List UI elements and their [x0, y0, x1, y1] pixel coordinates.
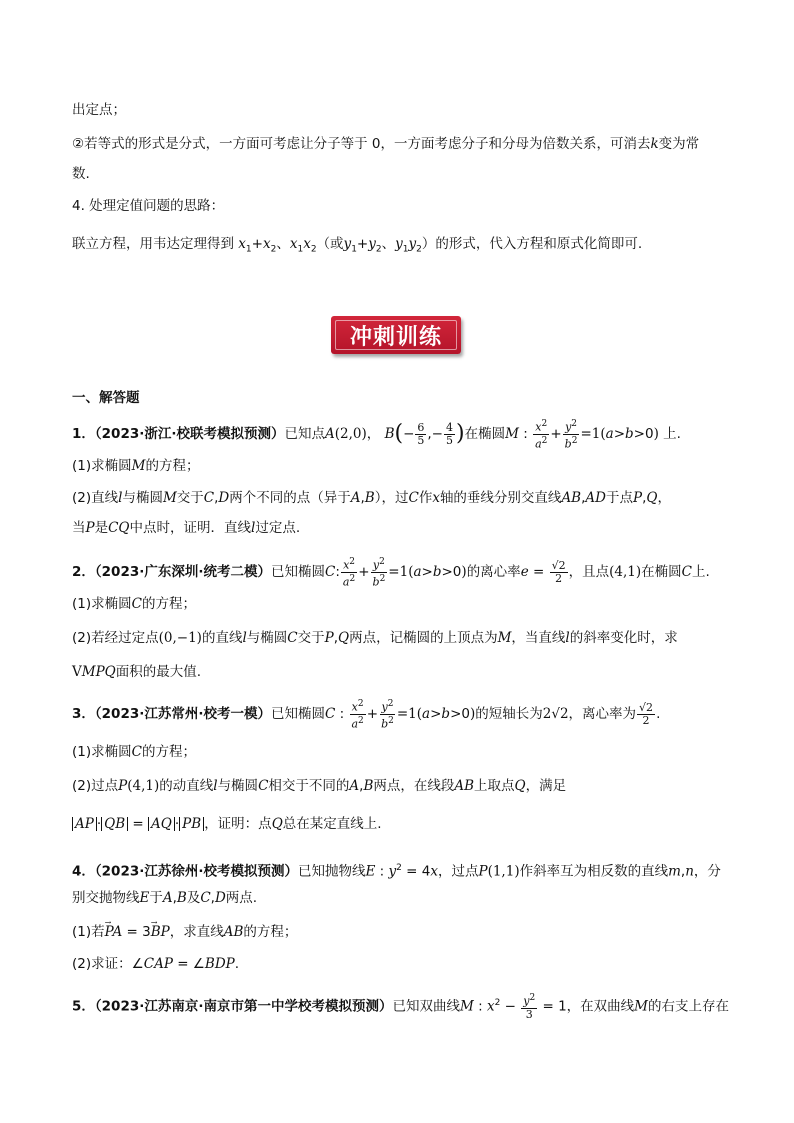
- banner-text: 冲刺训练: [349, 324, 442, 350]
- problem-5-stem: 5．（2023·江苏南京·南京市第一中学校考模拟预测）已知双曲线M : $x^2$ − $\frac{y^2}{3}$ = 1，在双曲线M的右支上存在: [72, 993, 729, 1021]
- sprint-training-banner: [331, 316, 461, 354]
- text: 出定点；: [72, 102, 126, 118]
- text: 两点.: [225, 890, 258, 906]
- problem-4-stem: 4．（2023·江苏徐州·校考模拟预测）已知抛物线E : $y^2 = 4x$，过点P(1,1)作斜率互为相反数的直线m,n，分: [72, 863, 721, 880]
- problem-1-q2: (2)直线l与椭圆M交于C,D两个不同的点（异于A,B），过C作x轴的垂线分别交直线AB,AD于点P,Q，: [72, 490, 671, 506]
- text: 上.: [663, 426, 681, 443]
- problem-2-q1: (1)求椭圆C的方程；: [72, 596, 196, 612]
- text: ，且点: [568, 564, 610, 581]
- text: ，: [657, 490, 671, 506]
- text: 过定点.: [255, 520, 301, 536]
- text: ），过: [374, 490, 409, 506]
- text: 的右支上存在: [648, 998, 729, 1015]
- problem-4-q2: (2)求证：∠CAP = ∠BDP.: [72, 956, 240, 972]
- text: 中点时，证明．直线: [129, 520, 251, 536]
- intro-line-2: ②若等式的形式是分式，一方面可考虑让分子等于 0，一方面考虑分子和分母为倍数关系，可消去k变为常: [72, 136, 700, 152]
- text: ，过点: [437, 863, 479, 880]
- text: 在椭圆: [641, 564, 682, 581]
- problem-1-q1: (1)求椭圆M的方程；: [72, 458, 200, 474]
- text: 上.: [691, 564, 710, 581]
- text: .: [656, 706, 661, 723]
- problem-1-stem: 1．（2023·浙江·校联考模拟预测）已知点A(2,0)， B(− $\frac{6}{5}$ ,− $\frac{4}{5}$ )在椭圆M : $\frac{x^2}{a^2}$ + $\frac{y^2}{b^2}$ =1(a>b>0) 上.: [72, 419, 681, 451]
- problem-3-stem: 3．（2023·江苏常州·校考一模）已知椭圆C : $\frac{x^2}{a^2}$ + $\frac{y^2}{b^2}$ =1(a>b>0)的短轴长为2√2，离心率为 $\frac{√2}{2}$ .: [72, 699, 661, 731]
- text: 已知椭圆: [271, 564, 325, 581]
- text: 相交于不同的: [268, 778, 350, 794]
- text: 一、解答题: [72, 390, 140, 406]
- text: 与椭圆: [246, 630, 288, 646]
- problem-3-q2: (2)过点P(4,1)的动直线l与椭圆C相交于不同的A,B两点，在线段AB上取点Q，满足: [72, 778, 567, 794]
- text: ，在双曲线: [566, 998, 635, 1015]
- text: 已知双曲线: [392, 998, 460, 1015]
- problem-number: 5．: [72, 998, 95, 1015]
- problem-2-stem: 2．（2023·广东深圳·统考二模）已知椭圆C: $\frac{x^2}{a^2}$ + $\frac{y^2}{b^2}$ =1(a>b>0)的离心率e = $\frac{√2}{2}$ ，且点(4,1)在椭圆C上.: [72, 557, 710, 589]
- text: 已知椭圆: [271, 706, 325, 723]
- text: (1)求椭圆: [72, 458, 132, 474]
- text: 交于: [176, 490, 204, 506]
- text: 总在某定直线上.: [282, 816, 382, 832]
- text: 的方程；: [141, 596, 196, 612]
- text: 作: [418, 490, 433, 506]
- text: 的直线: [201, 630, 243, 646]
- text: 两点，记椭圆的上顶点为: [349, 630, 498, 646]
- text: 两点，在线段: [373, 778, 455, 794]
- text: 联立方程，用韦达定理得到: [72, 236, 234, 252]
- text: ②若等式的形式是分式，一方面可考虑让分子等于 0，一方面考虑分子和分母为倍数关系，可消去: [72, 136, 651, 152]
- text: 已知点: [284, 426, 325, 443]
- problem-3-q1: (1)求椭圆C的方程；: [72, 744, 196, 760]
- text: 面积的最大值.: [115, 664, 202, 680]
- problem-source: （2023·浙江·校联考模拟预测）: [94, 426, 285, 443]
- text: (1)求椭圆: [72, 744, 132, 760]
- problem-4-q1: (1)若→ PA = 3→ BP，求直线AB的方程；: [72, 922, 732, 942]
- text: 于点: [605, 490, 633, 506]
- text: 的斜率变化时，求: [569, 630, 678, 646]
- text: ，当直线: [511, 630, 566, 646]
- text: 及: [186, 890, 201, 906]
- text: ，满足: [525, 778, 567, 794]
- problem-2-q2-cont: VMPQ面积的最大值.: [72, 664, 202, 680]
- text: 已知抛物线: [298, 863, 366, 880]
- problem-number: 3．: [72, 706, 95, 723]
- text: (2)直线: [72, 490, 119, 506]
- problem-1-q2-cont: 当P是CQ中点时，证明．直线l过定点.: [72, 520, 301, 536]
- text: ）的形式，代入方程和原式化简即可.: [421, 236, 643, 252]
- text: (2)求证：: [72, 956, 132, 972]
- text: ，: [366, 426, 381, 443]
- intro-line-3: [72, 164, 732, 184]
- text: 作斜率互为相反数的直线: [519, 863, 669, 880]
- text: 的方程；: [145, 458, 200, 474]
- text: ，离心率为: [568, 706, 637, 723]
- problem-number: 4．: [72, 863, 95, 880]
- text: (2)过点: [72, 778, 119, 794]
- problem-2-q2: (2)若经过定点(0,−1)的直线l与椭圆C交于P,Q两点，记椭圆的上顶点为M，当直线l的斜率变化时，求: [72, 630, 678, 646]
- problem-source: （2023·江苏徐州·校考模拟预测）: [94, 863, 298, 880]
- intro-line-4: [72, 196, 732, 216]
- text: 与椭圆: [122, 490, 163, 506]
- intro-line-5: 联立方程，用韦达定理得到 $x_1+x_2$、$x_1x_2$（或$y_1+y_2$、$y_1y_2$）的形式，代入方程和原式化简即可.: [72, 236, 643, 255]
- text: 两个不同的点（异于: [229, 490, 351, 506]
- problem-number: 2．: [72, 564, 95, 581]
- text: 别交抛物线: [72, 890, 140, 906]
- text: 数.: [72, 166, 90, 182]
- text: (2)若经过定点: [72, 630, 159, 646]
- text: 与椭圆: [217, 778, 259, 794]
- text: 变为常: [658, 136, 700, 152]
- text: 的短轴长为: [475, 706, 543, 723]
- text: 轴的垂线分别交直线: [439, 490, 562, 506]
- text: ，分: [693, 863, 721, 880]
- text: 的方程；: [141, 744, 196, 760]
- problem-source: （2023·江苏常州·校考一模）: [94, 706, 271, 723]
- text: (1)若: [72, 924, 105, 940]
- text: 交于: [297, 630, 325, 646]
- text: 是: [94, 520, 109, 536]
- text: 于: [149, 890, 163, 906]
- text: 当: [72, 520, 86, 536]
- text: 4. 处理定值问题的思路：: [72, 198, 225, 214]
- text: ，求直线: [169, 924, 224, 940]
- problem-source: （2023·广东深圳·统考二模）: [94, 564, 271, 581]
- text: 在椭圆: [464, 426, 506, 443]
- text: 的方程；: [243, 924, 298, 940]
- text: （或: [316, 236, 344, 252]
- text: ，证明：点: [204, 816, 272, 832]
- problem-3-q2-cont: AP · QB = AQ · PB ，证明：点Q总在某定直线上.: [72, 814, 732, 834]
- problem-number: 1．: [72, 426, 95, 443]
- problem-4-stem-cont: 别交抛物线E于A,B及C,D两点.: [72, 890, 258, 906]
- text: (1)求椭圆: [72, 596, 132, 612]
- text: 的离心率: [466, 564, 521, 581]
- text: 上取点: [474, 778, 515, 794]
- problem-source: （2023·江苏南京·南京市第一中学校考模拟预测）: [94, 998, 393, 1015]
- text: 的动直线: [159, 778, 214, 794]
- section-heading: [72, 388, 732, 408]
- intro-line-1: [72, 100, 732, 120]
